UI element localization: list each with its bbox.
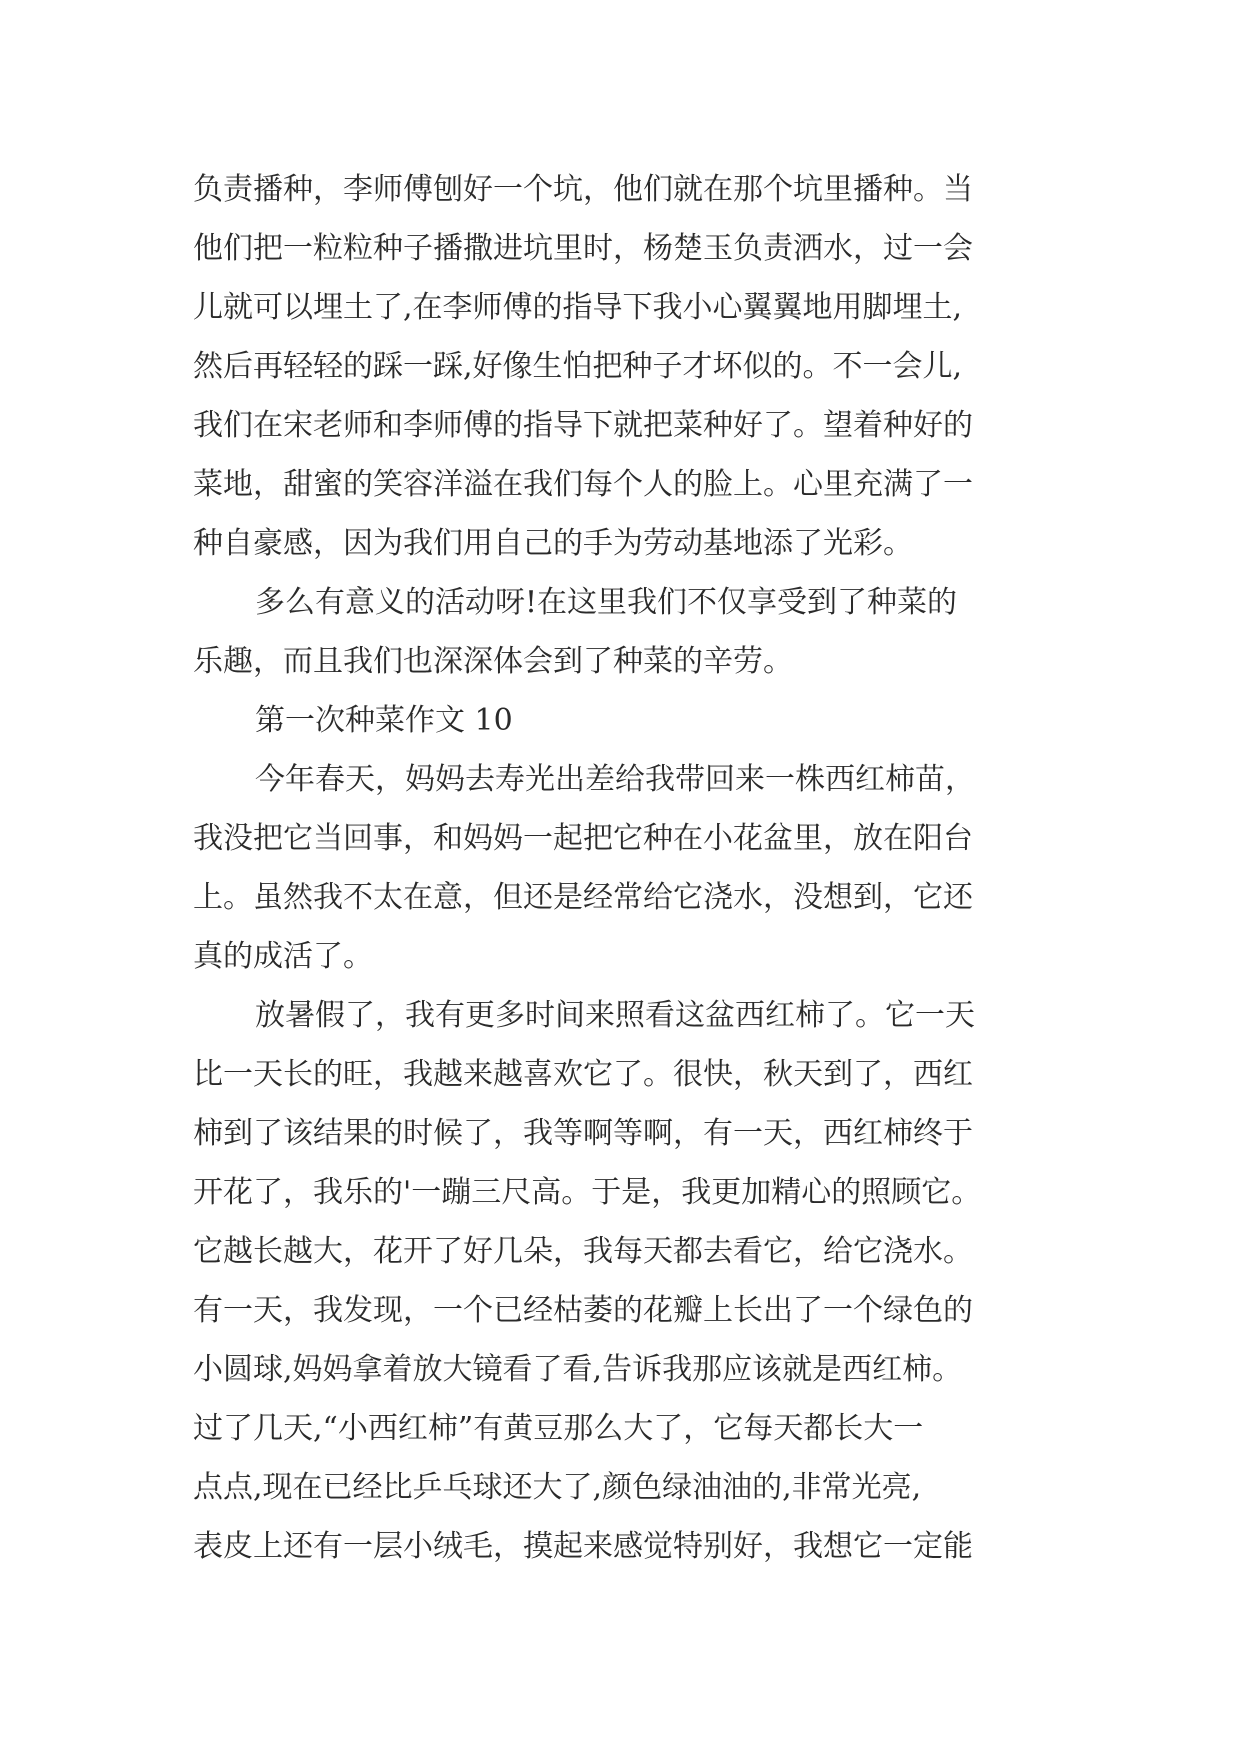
text-line: 柿到了该结果的时候了，我等啊等啊，有一天，西红柿终于: [193, 1116, 973, 1151]
text-line: 有一天，我发现，一个已经枯萎的花瓣上长出了一个绿色的: [193, 1293, 973, 1328]
text-line: 开花了，我乐的'一蹦三尺高。于是，我更加精心的照顾它。: [193, 1175, 982, 1210]
text-line: 它越长越大，花开了好几朵，我每天都去看它，给它浇水。: [193, 1234, 973, 1269]
text-line: 他们把一粒粒种子播撒进坑里时，杨楚玉负责洒水，过一会: [193, 231, 973, 266]
text-line: 儿就可以埋土了,在李师傅的指导下我小心翼翼地用脚埋土,: [193, 290, 963, 325]
text-line: 然后再轻轻的踩一踩,好像生怕把种子才坏似的。不一会儿,: [193, 349, 963, 384]
text-line: 比一天长的旺，我越来越喜欢它了。很快，秋天到了，西红: [193, 1057, 973, 1092]
text-line: 负责播种，李师傅刨好一个坑，他们就在那个坑里播种。当: [193, 172, 973, 207]
paragraph-start-line: 放暑假了，我有更多时间来照看这盆西红柿了。它一天: [255, 998, 975, 1033]
text-line: 真的成活了。: [193, 939, 373, 974]
paragraph-start-line: 今年春天，妈妈去寿光出差给我带回来一株西红柿苗，: [255, 762, 975, 797]
text-line: 过了几天,“小西红柿”有黄豆那么大了，它每天都长大一: [193, 1411, 924, 1446]
paragraph-start-line: 多么有意义的活动呀!在这里我们不仅享受到了种菜的: [255, 585, 958, 620]
document-body: [193, 160, 1093, 1576]
text-line: 表皮上还有一层小绒毛，摸起来感觉特别好，我想它一定能: [193, 1529, 973, 1564]
text-line: 点点,现在已经比乒乓球还大了,颜色绿油油的,非常光亮,: [193, 1470, 922, 1505]
text-line: 乐趣，而且我们也深深体会到了种菜的辛劳。: [193, 644, 793, 679]
text-line: 种自豪感，因为我们用自己的手为劳动基地添了光彩。: [193, 526, 913, 561]
text-line: 上。虽然我不太在意，但还是经常给它浇水，没想到，它还: [193, 880, 973, 915]
text-line: 小圆球,妈妈拿着放大镜看了看,告诉我那应该就是西红柿。: [193, 1352, 963, 1387]
section-heading: 第一次种菜作文 10: [255, 703, 513, 738]
text-line: 我们在宋老师和李师傅的指导下就把菜种好了。望着种好的: [193, 408, 973, 443]
text-line: 菜地，甜蜜的笑容洋溢在我们每个人的脸上。心里充满了一: [193, 467, 973, 502]
text-line: 我没把它当回事，和妈妈一起把它种在小花盆里，放在阳台: [193, 821, 973, 856]
